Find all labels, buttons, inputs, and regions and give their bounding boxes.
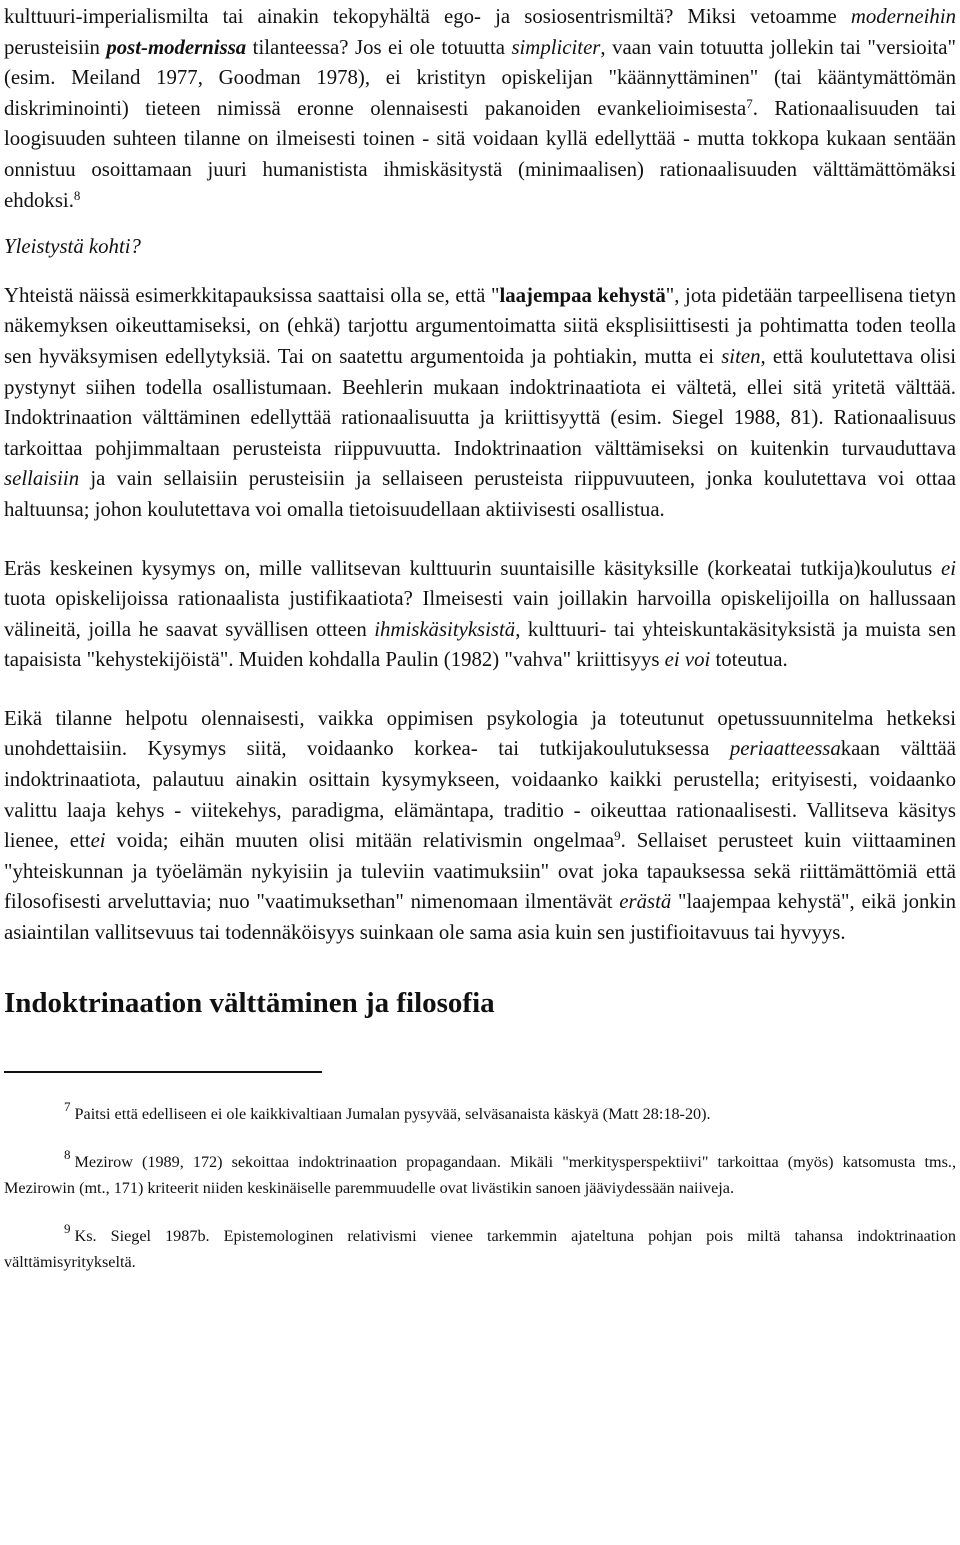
footnote-7: [4, 1098, 956, 1127]
emphasis-bold: post-modernissa: [106, 35, 247, 59]
text-run: kulttuuri-imperialismilta tai ainakin tekopyhältä ego- ja sosiosentrismiltä? Miksi vetoamme: [4, 5, 851, 28]
text-run: . Sellaiset perusteet kuin viittaaminen "yhteiskunnan ja työelämän nykyisiin ja tuleviin vaatimuksiin" ovat joka tapauksessa sekä riittämättömiä että filosofisesti arveluttavia; nuo "vaatimuksethan" nimenomaan ilmentävät: [4, 829, 957, 914]
emphasis: ei: [90, 829, 106, 853]
footnote-text: Ks. Siegel 1987b. Epistemologinen relativismi vienee tarkemmin ajateltuna pohjan pois miltä tahansa indoktrinaation välttämisyritykseltä.: [4, 1226, 956, 1271]
footnote-text: Paitsi että edelliseen ei ole kaikkivaltiaan Jumalan pysyvää, selväsanaista käskyä (Matt 28:18-20).: [74, 1104, 711, 1123]
paragraph-relativism: [4, 2, 956, 216]
footnote-8: [4, 1146, 956, 1201]
footnote-number: 9: [64, 1220, 71, 1236]
emphasis: moderneihin: [850, 5, 956, 28]
text-run: kaan välttää indoktrinaatiota, palautuu ainakin osittain kysymykseen, voidaanko kaikki perustella; erityisesti, voidaanko valittu laaja kehys - viitekehys, paradigma, elämäntapa, traditio - oikeuttaa rationaalisesti. Vallitseva käsitys lienee, ett: [4, 737, 956, 853]
paragraph-question: [4, 554, 956, 676]
text-run: toteutua.: [710, 648, 788, 672]
emphasis: ihmiskäsityksistä: [374, 617, 516, 641]
paragraph-justification: [4, 704, 956, 949]
text-run: Eräs keskeinen kysymys on, mille vallitsevan kulttuurin suuntaisille käsityksille (korkeatai tutkija)koulutus: [4, 556, 941, 580]
text-run: ", jota pidetään tarpeellisena tietyn näkemyksen oikeuttamiseksi, on (ehkä) tarjottu argumentoimatta siitä eksplisiittisesti ja pohtimatta toden teolla sen hyväksymisen edellytyksiä. Tai on saatettu argumentoida ja pohtiakin, mutta ei: [4, 283, 956, 368]
footnote-number: 8: [64, 1146, 71, 1162]
footnote-divider: [4, 1071, 322, 1073]
footnote-text: Mezirow (1989, 172) sekoittaa indoktrinaation propagandaan. Mikäli "merkitysperspektiivi" tarkoittaa (myös) katsomusta tms., Mezirowin (mt., 171) kriteerit niiden keskinäiselle paremmuudelle ovat livästikin sanoen jääviydessään naiiveja.: [4, 1152, 956, 1197]
bold-term: laajempaa kehystä: [499, 283, 666, 307]
emphasis: ei: [940, 556, 956, 580]
footnote-ref[interactable]: 8: [73, 187, 81, 203]
document-page: [4, 2, 956, 1275]
emphasis: erästä: [619, 890, 672, 914]
text-run: tuota opiskelijoissa rationaalista justifikaatiota? Ilmeisesti vain joillakin harvoilla opiskelijoilla on hallussaan välineitä, joilla he saavat syvällisen otteen: [4, 587, 956, 641]
text-run: Yhteistä näissä esimerkkitapauksissa saattaisi olla se, että ": [4, 283, 500, 307]
subheading: Yleistystä kohti?: [4, 235, 141, 259]
text-run: tilanteessa? Jos ei ole totuutta: [246, 35, 512, 59]
footnote-9: [4, 1220, 956, 1275]
text-run: , että koulutettava olisi pystynyt siihen todella osallistumaan. Beehlerin mukaan indoktrinaatiota ei vältetä, ellei sitä yritetä välttää. Indoktrinaation välttäminen edellyttää rationaalisuutta ja kriittisyyttä (esim. Siegel 1988, 81). Rationaalisuus tarkoittaa pohjimmaltaan perusteista riippuvuutta. Indoktrinaation välttämiseksi on kuitenkin turvauduttava: [4, 344, 957, 460]
emphasis: periaatteessa: [729, 737, 841, 761]
section-heading: Indoktrinaation välttäminen ja filosofia: [4, 986, 495, 1019]
text-run: perusteisiin: [4, 35, 107, 59]
text-run: "laajempaa kehystä", eikä jonkin asiaintilan vallitsevuus tai todennäköisyys suinkaan ole sama asia kuin sen justifioitavuus tai hyvyys.: [4, 890, 956, 945]
footnote-number: 7: [64, 1098, 71, 1114]
emphasis: sellaisiin: [4, 467, 80, 491]
footnote-ref[interactable]: 9: [614, 828, 621, 844]
emphasis: simpliciter: [511, 35, 601, 59]
text-run: , kulttuuri- tai yhteiskuntakäsityksistä ja muista sen tapaisista "kehystekijöistä". Muiden kohdalla Paulin (1982) "vahva" kriittisyys: [4, 617, 956, 672]
text-run: . Rationaalisuuden tai loogisuuden suhteen tilanne on ilmeisesti toinen - sitä voidaan kyllä edellyttää - mutta tokkopa kukaan sentään onnistuu osoittamaan juuri humanistista ihmiskäsitystä (minimaalisen) rationaalisuuden välttämättömäksi ehdoksi.: [4, 96, 956, 212]
text-run: voida; eihän muuten olisi mitään relativismin ongelmaa: [105, 829, 615, 853]
paragraph-framework: [4, 281, 956, 526]
emphasis: ei voi: [664, 648, 711, 672]
text-run: Eikä tilanne helpotu olennaisesti, vaikka oppimisen psykologia ja toteutunut opetussuunnitelma hetkeksi unohdettaisiin. Kysymys siitä, voidaanko korkea- tai tutkijakoulutuksessa: [4, 706, 956, 761]
text-run: ja vain sellaisiin perusteisiin ja sellaiseen perusteista riippuvuuteen, jonka koulutettava voi ottaa haltuunsa; johon koulutettava voi omalla tietoisuudellaan aktiivisesti osallistua.: [4, 467, 956, 521]
emphasis: siten: [721, 344, 761, 368]
text-run: , vaan vain totuutta jollekin tai "versioita" (esim. Meiland 1977, Goodman 1978), ei kristityn opiskelijan "käännyttäminen" (tai kääntymättömän diskriminointi) tieteen nimissä eronne olennaisesti pakanoiden evankelioimisesta: [4, 35, 956, 120]
footnote-ref[interactable]: 7: [746, 95, 753, 111]
